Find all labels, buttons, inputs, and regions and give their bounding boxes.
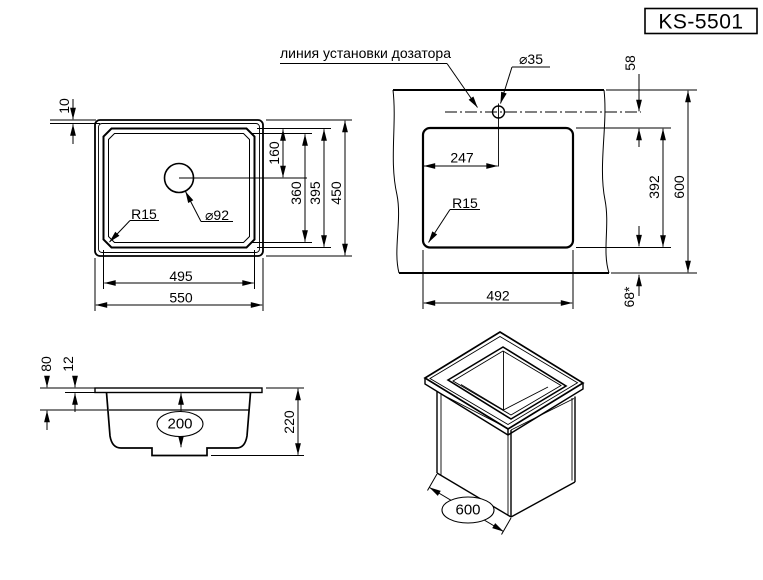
- dim-395: 395: [307, 181, 323, 205]
- bowl-bottom-edge: [109, 134, 250, 243]
- plan-labels: [110, 192, 234, 243]
- isometric-view: [425, 332, 583, 535]
- dim-392: 392: [646, 175, 662, 199]
- dim-58: 58: [622, 55, 638, 71]
- dim-80: 80: [38, 356, 54, 372]
- dim-492: 492: [486, 287, 510, 304]
- worktop-break-line-right: [602, 90, 609, 273]
- dim-160: 160: [266, 141, 282, 165]
- cutout-corner-radius-label: R15: [452, 195, 478, 211]
- title-block: [645, 9, 757, 34]
- section-dimensions: [38, 356, 304, 455]
- plan-view: [50, 98, 352, 311]
- cutout-dimensions: [423, 55, 697, 309]
- iso-dimension-600: [428, 474, 512, 535]
- dim-10: 10: [56, 98, 72, 114]
- dispenser-line-label: линия установки дозатора: [280, 45, 451, 61]
- dim-600-depth: 600: [671, 175, 687, 199]
- dim-495: 495: [169, 268, 193, 284]
- dispenser-hole-diameter-label: ⌀35: [518, 51, 544, 67]
- dim-360: 360: [288, 181, 304, 205]
- dim-450: 450: [328, 181, 344, 205]
- model-number: KS-5501: [658, 10, 744, 34]
- drain-hole-diameter-label: ⌀92: [204, 207, 230, 223]
- sink-rim-section: [95, 388, 262, 393]
- cutout-rect: [423, 128, 573, 248]
- sink-outer-edge: [95, 120, 263, 256]
- dim-220: 220: [281, 410, 297, 434]
- dim-68: 68*: [621, 286, 637, 308]
- section-view: [38, 356, 304, 455]
- dim-550: 550: [169, 289, 193, 306]
- dim-12: 12: [60, 356, 76, 372]
- dim-600-cabinet: 600: [455, 501, 481, 519]
- dim-247: 247: [450, 149, 474, 166]
- sink-rim-inset-edge: [99, 124, 260, 253]
- worktop-break-line-left: [393, 90, 399, 273]
- bowl-top-edge: [104, 129, 255, 248]
- corner-radius-label: R15: [131, 206, 157, 222]
- cutout-view: [280, 45, 697, 309]
- dim-200: 200: [167, 415, 193, 433]
- cutout-labels: [280, 45, 550, 243]
